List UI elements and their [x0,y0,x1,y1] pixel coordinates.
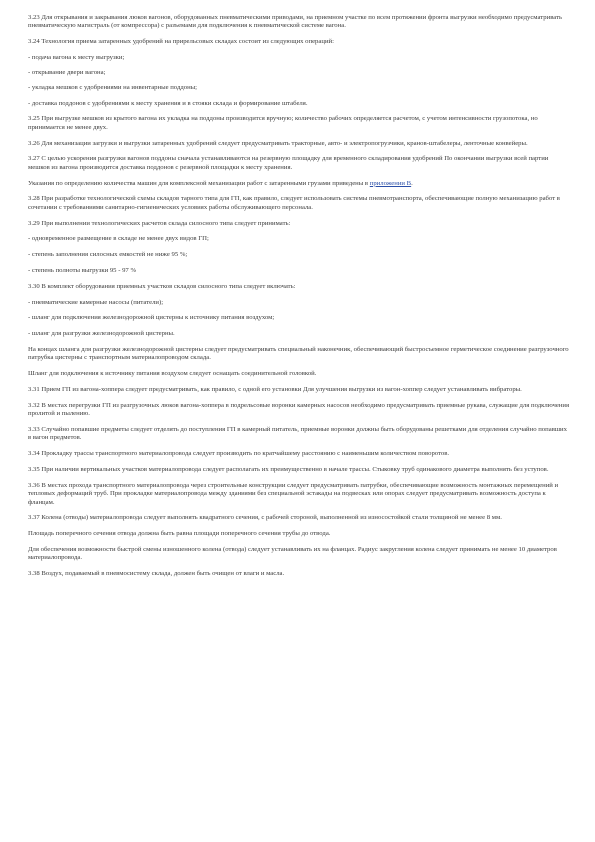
paragraph-3-26: 3.26 Для механизации загрузки и выгрузки затаренных удобрений следует предусматривать тракторные, авто- и электропогрузчики, кранов-штабелеры, ленточные конвейеры. [28,139,528,147]
paragraph-3-28: 3.28 При разработке технологической схемы складов тарного типа для ГП, как правило, следует использовать системы пневмотранспорта, обеспечивающие полную механизацию работ в сочетании с требованиями санитарно-гигиенических условиях работы обслуживающего персонала. [28,195,560,211]
paragraph-3-29: 3.29 При выполнении технологических расчетов склада силосного типа следует принимать: [28,219,291,227]
list-item: - шланг для подключения железнодорожной цистерны к источнику питания воздухом; [28,314,275,322]
list-item: - укладка мешков с удобрениями на инвентарные поддоны; [28,84,198,92]
appendix-v-link[interactable]: приложении В [369,179,412,187]
list-item: - пневматические камерные насосы (питатели); [28,298,164,306]
appendix-text-end: . [411,179,413,187]
paragraph-3-32: 3.32 В местах перегрузки ГП из разгрузочных люков вагона-хоппера в подрельсовые воронки камерных насосов необходимо предусматривать приемные рукава, служащие для подключения пролитой и пылению. [28,401,570,418]
paragraph-hose-tip: На концах шланга для разгрузки железнодорожной цистерны следует предусматривать специальный наконечник, обеспечивающий быстросъемное герметическое соединение разгрузочного патрубка цистерны с транспортным материалопроводом склада. [28,345,569,362]
paragraph-3-27: 3.27 С целью ускорения разгрузки вагонов поддоны сначала устанавливаются на резервную площадку для временного складирования удобрений По окончании выгрузки всей партии мешков из вагона производится доставка поддонов с резервной площадки к месту хранения. [28,155,549,171]
appendix-text: Указания по определению количества машин для комплексной механизации работ с затаренными грузами приведены в [28,179,370,187]
list-item: - степень заполнения силосных емкостей не ниже 95 %; [28,251,188,259]
paragraph-3-30: 3.30 В комплект оборудования приемных участков складов силосного типа следует включать: [28,282,296,290]
paragraph-3-31: 3.31 Прием ГП из вагона-хоппера следует предусматривать, как правило, с одной его установки Для улучшения выгрузки из вагон-хоппер следует устанавливать вибраторы. [28,385,522,393]
paragraph-hose-head: Шланг для подключения к источнику питания воздухом следует оснащать соединительной головкой. [28,370,317,378]
list-item: - степень полноты выгрузки 95 - 97 % [28,267,137,274]
list-item: - одновременное размещение в складе не менее двух видов ГП; [28,235,209,243]
paragraph-3-36: 3.36 В местах прохода транспортного материалопровода через строительные конструкции следует предусматривать патрубки, обеспечивающие возможность монтажных перемещений и тепловых деформаций труб. При прокладке материалопровода между зданиями без специальной эстакады на подвесках или опорах следует предусматривать возможность доступа к фланцам. [28,481,559,506]
paragraph-3-37: 3.37 Колена (отводы) материалопровода следует выполнять квадратного сечения, с рабочей стороной, выполненной из износостойкой стали толщиной не менее 8 мм. [28,514,502,522]
paragraph-elbow-replacement: Для обеспечения возможности быстрой смены изношенного колена (отвода) следует устанавливать их на фланцах. Радиус закругления колена следует принимать не менее 10 диаметров материалопровода. [28,545,557,562]
paragraph-3-33: 3.33 Случайно попавшие предметы следует отделять до поступления ГП в камерный питатель, приемные воронки должны быть оборудованы решетками для отделения случайно попавших в вагон предметов. [28,425,567,442]
paragraph-3-24: 3.24 Технология приема затаренных удобрений на прирельсовых складах состоит из следующих операций: [28,38,334,46]
list-item: - шланг для разгрузки железнодорожной цистерны. [28,330,175,338]
paragraph-3-34: 3.34 Прокладку трассы транспортного материалопровода следует производить по кратчайшему расстоянию с наименьшим количеством поворотов. [28,450,450,458]
paragraph-3-25: 3.25 При выгрузке мешков из крытого вагона их укладка на поддоны производится вручную; количество рабочих определяется расчетом, с учетом интенсивности грузопотока, но принимается не менее двух. [28,115,538,131]
list-item: - открывание двери вагона; [28,69,106,77]
paragraph-3-23: 3.23 Для открывания и закрывания люков вагонов, оборудованных пневматическими приводами, на приемном участке по всем протяжении фронта выгрузки необходимо предусматривать пневматическую магистраль (от компрессора) с разъемами для подключения к пневматической системе вагона. [28,14,563,30]
paragraph-cross-section: Площадь поперечного сечения отвода должна быть равна площади поперечного сечения трубы до отвода. [28,530,331,538]
list-item: - подача вагона к месту выгрузки; [28,54,125,61]
paragraph-3-38: 3.38 Воздух, подаваемый в пневмосистему склада, должен быть очищен от влаги и масла. [28,570,285,578]
paragraph-3-35: 3.35 При наличии вертикальных участков материалопровода следует располагать их преимущественно в начале трассы. Стыковку труб одинакового диаметра выполнять без уступов. [28,465,549,473]
list-item: - доставка поддонов с удобрениями к месту хранения и в стояки склада и формирование штабеля. [28,99,308,107]
paragraph-appendix-reference [28,180,571,188]
